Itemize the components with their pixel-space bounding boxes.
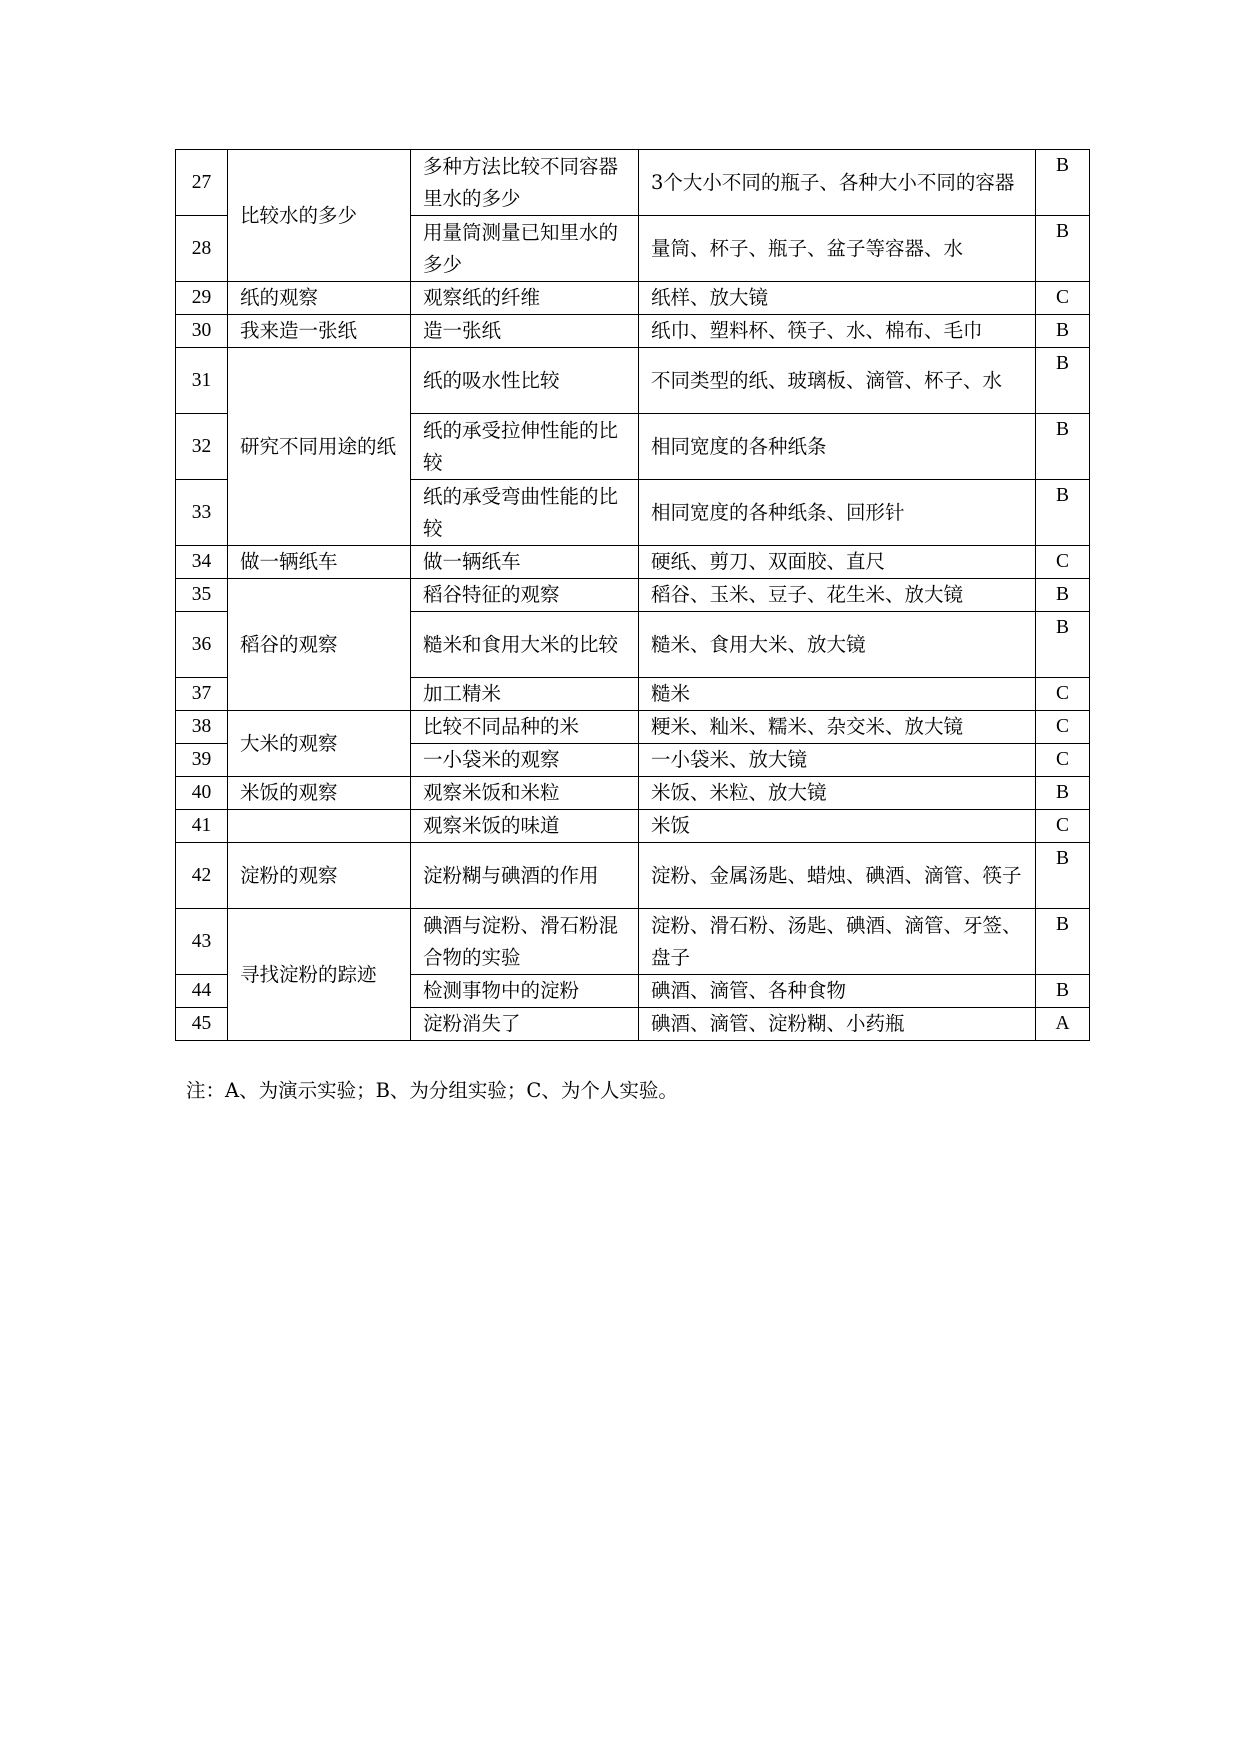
table-row [176, 843, 1090, 909]
table-row [176, 150, 1090, 216]
table-body [176, 150, 1090, 1041]
topic-cell: 研究不同用途的纸 [228, 348, 411, 546]
experiment-name: 比较不同品种的米 [411, 711, 639, 744]
category-cell: B [1036, 579, 1090, 612]
category-cell: B [1036, 480, 1090, 546]
experiment-name: 观察米饭的味道 [411, 810, 639, 843]
experiment-name: 一小袋米的观察 [411, 744, 639, 777]
experiment-name: 用量筒测量已知里水的多少 [411, 216, 639, 282]
materials-cell: 硬纸、剪刀、双面胶、直尺 [639, 546, 1036, 579]
experiment-name: 加工精米 [411, 678, 639, 711]
table-row [176, 579, 1090, 612]
materials-cell: 相同宽度的各种纸条、回形针 [639, 480, 1036, 546]
category-cell: B [1036, 315, 1090, 348]
topic-cell [228, 810, 411, 843]
experiment-name: 纸的承受拉伸性能的比较 [411, 414, 639, 480]
topic-cell: 米饭的观察 [228, 777, 411, 810]
materials-cell: 米饭、米粒、放大镜 [639, 777, 1036, 810]
category-cell: B [1036, 909, 1090, 975]
materials-cell: 米饭 [639, 810, 1036, 843]
row-number: 37 [176, 678, 228, 711]
experiment-name: 观察米饭和米粒 [411, 777, 639, 810]
row-number: 33 [176, 480, 228, 546]
category-cell: C [1036, 711, 1090, 744]
topic-cell: 做一辆纸车 [228, 546, 411, 579]
category-cell: B [1036, 843, 1090, 909]
experiment-name: 淀粉消失了 [411, 1008, 639, 1041]
category-cell: B [1036, 975, 1090, 1008]
experiment-name: 做一辆纸车 [411, 546, 639, 579]
category-cell: B [1036, 414, 1090, 480]
table-row [176, 777, 1090, 810]
materials-cell: 3个大小不同的瓶子、各种大小不同的容器 [639, 150, 1036, 216]
experiment-name: 多种方法比较不同容器里水的多少 [411, 150, 639, 216]
row-number: 44 [176, 975, 228, 1008]
materials-cell: 稻谷、玉米、豆子、花生米、放大镜 [639, 579, 1036, 612]
row-number: 31 [176, 348, 228, 414]
experiment-name: 观察纸的纤维 [411, 282, 639, 315]
row-number: 27 [176, 150, 228, 216]
category-cell: C [1036, 678, 1090, 711]
category-cell: C [1036, 810, 1090, 843]
table-row [176, 315, 1090, 348]
row-number: 35 [176, 579, 228, 612]
experiment-table [175, 149, 1090, 1041]
materials-cell: 碘酒、滴管、淀粉糊、小药瓶 [639, 1008, 1036, 1041]
experiment-name: 稻谷特征的观察 [411, 579, 639, 612]
footnote: 注：A、为演示实验；B、为分组实验；C、为个人实验。 [186, 1079, 678, 1102]
table-row [176, 546, 1090, 579]
materials-cell: 糙米 [639, 678, 1036, 711]
category-cell: B [1036, 150, 1090, 216]
topic-cell: 淀粉的观察 [228, 843, 411, 909]
materials-cell: 粳米、籼米、糯米、杂交米、放大镜 [639, 711, 1036, 744]
materials-cell: 相同宽度的各种纸条 [639, 414, 1036, 480]
experiment-name: 检测事物中的淀粉 [411, 975, 639, 1008]
materials-cell: 纸巾、塑料杯、筷子、水、棉布、毛巾 [639, 315, 1036, 348]
materials-cell: 糙米、食用大米、放大镜 [639, 612, 1036, 678]
row-number: 34 [176, 546, 228, 579]
experiment-name: 纸的吸水性比较 [411, 348, 639, 414]
experiment-name: 造一张纸 [411, 315, 639, 348]
topic-cell: 纸的观察 [228, 282, 411, 315]
table-row [176, 348, 1090, 414]
row-number: 30 [176, 315, 228, 348]
topic-cell: 大米的观察 [228, 711, 411, 777]
row-number: 42 [176, 843, 228, 909]
materials-cell: 纸样、放大镜 [639, 282, 1036, 315]
row-number: 36 [176, 612, 228, 678]
materials-cell: 淀粉、滑石粉、汤匙、碘酒、滴管、牙签、盘子 [639, 909, 1036, 975]
experiment-name: 纸的承受弯曲性能的比较 [411, 480, 639, 546]
experiment-name: 淀粉糊与碘酒的作用 [411, 843, 639, 909]
category-cell: A [1036, 1008, 1090, 1041]
table-row [176, 909, 1090, 975]
topic-cell: 我来造一张纸 [228, 315, 411, 348]
category-cell: C [1036, 546, 1090, 579]
table-row [176, 711, 1090, 744]
row-number: 40 [176, 777, 228, 810]
topic-cell: 稻谷的观察 [228, 579, 411, 711]
experiment-name: 糙米和食用大米的比较 [411, 612, 639, 678]
row-number: 28 [176, 216, 228, 282]
category-cell: B [1036, 348, 1090, 414]
row-number: 43 [176, 909, 228, 975]
experiment-name: 碘酒与淀粉、滑石粉混合物的实验 [411, 909, 639, 975]
table-row [176, 282, 1090, 315]
category-cell: B [1036, 777, 1090, 810]
category-cell: B [1036, 216, 1090, 282]
row-number: 32 [176, 414, 228, 480]
row-number: 38 [176, 711, 228, 744]
materials-cell: 淀粉、金属汤匙、蜡烛、碘酒、滴管、筷子 [639, 843, 1036, 909]
table-row [176, 810, 1090, 843]
materials-cell: 一小袋米、放大镜 [639, 744, 1036, 777]
topic-cell: 寻找淀粉的踪迹 [228, 909, 411, 1041]
category-cell: C [1036, 282, 1090, 315]
row-number: 29 [176, 282, 228, 315]
materials-cell: 不同类型的纸、玻璃板、滴管、杯子、水 [639, 348, 1036, 414]
materials-cell: 量筒、杯子、瓶子、盆子等容器、水 [639, 216, 1036, 282]
row-number: 45 [176, 1008, 228, 1041]
category-cell: C [1036, 744, 1090, 777]
row-number: 39 [176, 744, 228, 777]
row-number: 41 [176, 810, 228, 843]
category-cell: B [1036, 612, 1090, 678]
materials-cell: 碘酒、滴管、各种食物 [639, 975, 1036, 1008]
topic-cell: 比较水的多少 [228, 150, 411, 282]
